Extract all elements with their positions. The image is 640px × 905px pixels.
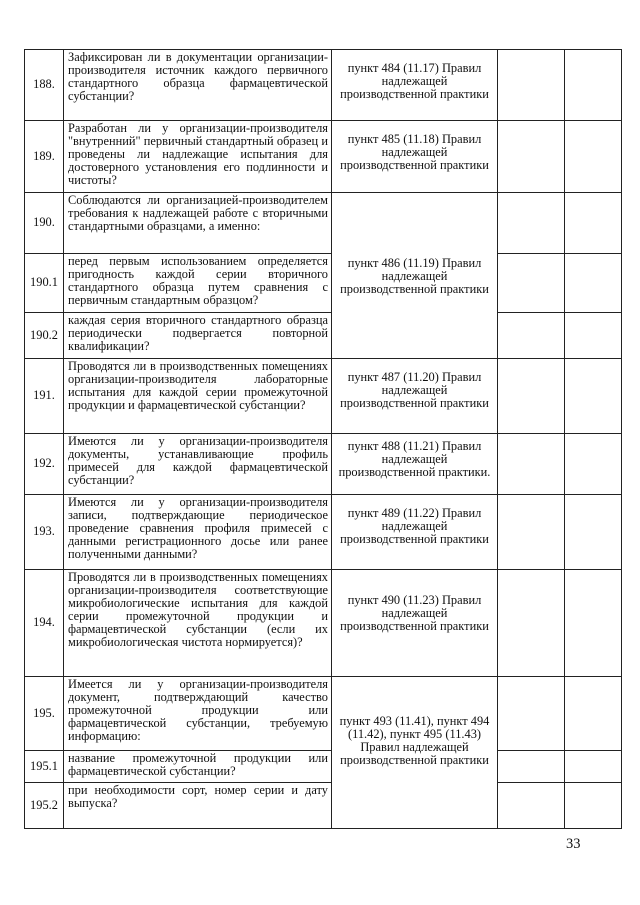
page-number: 33 [566,836,581,852]
table-row [25,677,622,751]
answer-cell[interactable] [498,751,565,783]
note-cell[interactable] [565,193,622,254]
note-cell[interactable] [565,359,622,434]
note-cell[interactable] [565,570,622,677]
question-text: перед первым использованием определяется пригодность каждой серии вторичного стандартного образца путем сравнения с первичным стандартным образцом? [64,254,332,313]
row-number: 190.2 [25,313,64,359]
table-row [25,751,622,783]
answer-cell[interactable] [498,783,565,829]
answer-cell[interactable] [498,121,565,193]
reference-text [332,570,498,677]
note-cell[interactable] [565,783,622,829]
row-number: 192. [25,434,64,495]
reference-label: пункт 489 (11.22) Правил надлежащей производственной практики [340,506,489,547]
question-text: каждая серия вторичного стандартного образца периодически подвергается повторной квалификации? [64,313,332,359]
checklist-table [24,49,622,829]
row-number: 191. [25,359,64,434]
table-row [25,495,622,570]
answer-cell[interactable] [498,313,565,359]
question-text: Имеются ли у организации-производителя записи, подтверждающие периодическое проведение сравнения профиля примесей с данными регистрационного досье или ранее полученными данными? [64,495,332,570]
reference-label: пункт 485 (11.18) Правил надлежащей производственной практики [340,132,489,173]
note-cell[interactable] [565,50,622,121]
row-number: 193. [25,495,64,570]
table-row [25,193,622,254]
note-cell[interactable] [565,495,622,570]
question-text: Имеется ли у организации-производителя документ, подтверждающий качество промежуточной продукции или фармацевтической субстанции, требуемую информацию: [64,677,332,751]
question-text: название промежуточной продукции или фармацевтической субстанции? [64,751,332,783]
question-text: Зафиксирован ли в документации организации-производителя источник каждого первичного стандартного образца фармацевтической субстанции? [64,50,332,121]
note-cell[interactable] [565,313,622,359]
row-number: 195. [25,677,64,751]
answer-cell[interactable] [498,359,565,434]
reference-label: пункт 484 (11.17) Правил надлежащей производственной практики [340,61,489,102]
reference-text [332,677,498,829]
reference-text [332,359,498,434]
table-row [25,121,622,193]
note-cell[interactable] [565,751,622,783]
table-row [25,50,622,121]
row-number: 188. [25,50,64,121]
question-text: Соблюдаются ли организацией-производителем требования к надлежащей работе с вторичными стандартными образцами, а именно: [64,193,332,254]
answer-cell[interactable] [498,193,565,254]
question-text: Разработан ли у организации-производителя "внутренний" первичный стандартный образец и проведены ли надлежащие испытания для достоверного установления его подлинности и чистоты? [64,121,332,193]
answer-cell[interactable] [498,570,565,677]
reference-label: пункт 486 (11.19) Правил надлежащей производственной практики [340,256,489,297]
table-row [25,254,622,313]
question-text: Проводятся ли в производственных помещениях организации-производителя соответствующие микробиологические испытания для каждой серии промежуточной продукции и фармацевтической субстанции (если их микробиологическая чистота нормируется)? [64,570,332,677]
reference-label: пункт 487 (11.20) Правил надлежащей производственной практики [340,370,489,411]
note-cell[interactable] [565,121,622,193]
row-number: 190.1 [25,254,64,313]
note-cell[interactable] [565,434,622,495]
reference-text [332,50,498,121]
reference-label: пункт 490 (11.23) Правил надлежащей производственной практики [340,593,489,634]
reference-text [332,193,498,359]
reference-text [332,495,498,570]
note-cell[interactable] [565,677,622,751]
table-row [25,783,622,829]
reference-text [332,434,498,495]
table-row [25,570,622,677]
row-number: 190. [25,193,64,254]
reference-text [332,121,498,193]
reference-label: пункт 488 (11.21) Правил надлежащей производственной практики. [338,439,491,480]
row-number: 189. [25,121,64,193]
answer-cell[interactable] [498,50,565,121]
answer-cell[interactable] [498,677,565,751]
question-text: при необходимости сорт, номер серии и дату выпуска? [64,783,332,829]
note-cell[interactable] [565,254,622,313]
answer-cell[interactable] [498,434,565,495]
row-number: 195.2 [25,783,64,829]
table-row [25,434,622,495]
answer-cell[interactable] [498,254,565,313]
answer-cell[interactable] [498,495,565,570]
table-row [25,313,622,359]
question-text: Проводятся ли в производственных помещениях организации-производителя лабораторные испытания для каждой серии промежуточной продукции и фармацевтической субстанции? [64,359,332,434]
table-row [25,359,622,434]
question-text: Имеются ли у организации-производителя документы, устанавливающие профиль примесей для каждой фармацевтической субстанции? [64,434,332,495]
reference-label: пункт 493 (11.41), пункт 494 (11.42), пункт 495 (11.43) Правил надлежащей производственной практики [339,714,490,768]
row-number: 194. [25,570,64,677]
row-number: 195.1 [25,751,64,783]
